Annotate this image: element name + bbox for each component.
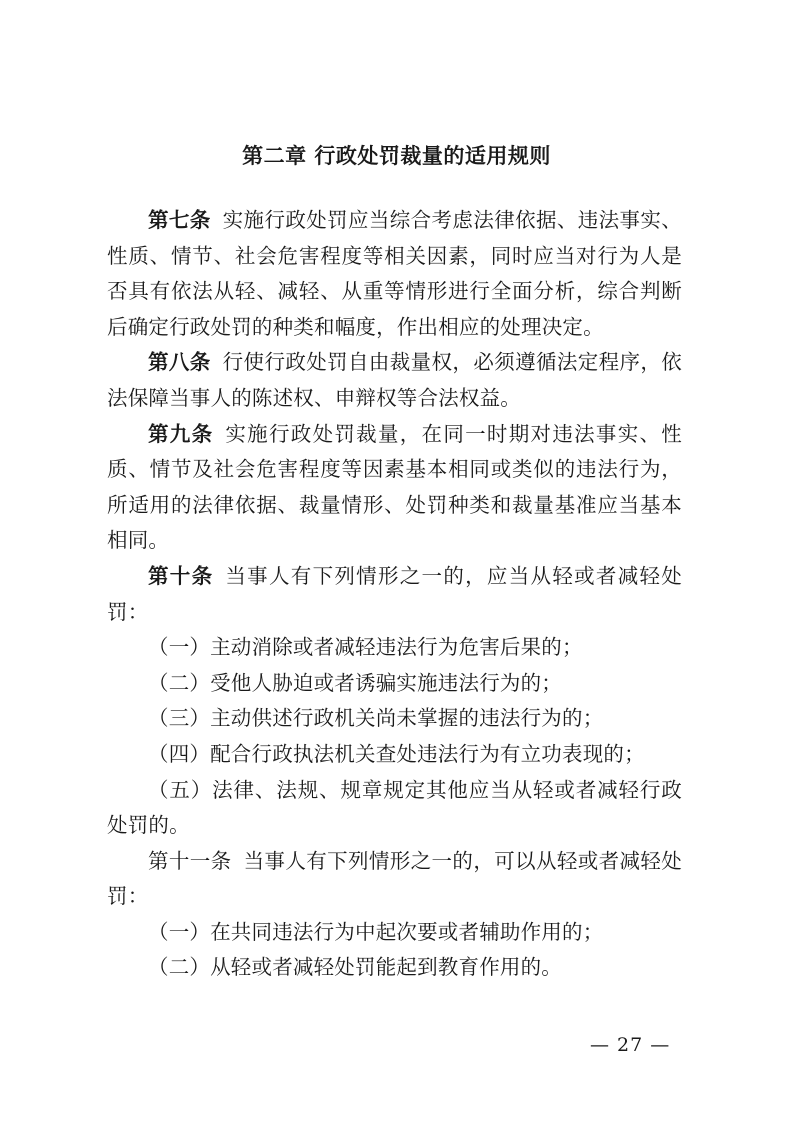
article-7 <box>107 203 682 345</box>
article-10-text: 当事人有下列情形之一的，应当从轻或者减轻处罚： <box>107 563 682 624</box>
article-11-label: 第十一条 <box>148 848 232 873</box>
document-body <box>107 203 682 986</box>
article-10-item-4: （四）配合行政执法机关查处违法行为有立功表现的； <box>148 741 645 766</box>
article-10-item-1: （一）主动消除或者减轻违法行为危害后果的； <box>148 635 583 660</box>
article-8-label: 第八条 <box>148 350 211 375</box>
article-9-text: 实施行政处罚裁量，在同一时期对违法事实、性质、情节及社会危害程度等因素基本相同或类似的违法行为，所适用的法律依据、裁量情形、处罚种类和裁量基准应当基本相同。 <box>107 421 682 553</box>
article-10-label: 第十条 <box>148 563 214 588</box>
article-7-label: 第七条 <box>148 208 211 232</box>
article-8 <box>107 345 682 416</box>
article-7-text: 实施行政处罚应当综合考虑法律依据、违法事实、性质、情节、社会危害程度等相关因素，同时应当对行为人是否具有依法从轻、减轻、从重等情形进行全面分析，综合判断后确定行政处罚的种类和幅度，作出相应的处理决定。 <box>107 208 682 339</box>
article-11 <box>107 844 682 915</box>
article-10 <box>107 559 682 630</box>
article-10-item-5: （五）法律、法规、规章规定其他应当从轻或者减轻行政处罚的。 <box>107 777 682 838</box>
article-11-item-2: （二）从轻或者减轻处罚能起到教育作用的。 <box>148 955 562 980</box>
article-11-item-1: （一）在共同违法行为中起次要或者辅助作用的； <box>148 919 604 944</box>
article-8-text: 行使行政处罚自由裁量权，必须遵循法定程序，依法保障当事人的陈述权、申辩权等合法权益。 <box>107 350 682 410</box>
article-9 <box>107 417 682 559</box>
article-11-text: 当事人有下列情形之一的，可以从轻或者减轻处罚： <box>107 848 682 909</box>
chapter-title: 第二章 行政处罚裁量的适用规则 <box>242 144 551 168</box>
article-10-item-3: （三）主动供述行政机关尚未掌握的违法行为的； <box>148 706 604 731</box>
article-9-label: 第九条 <box>148 421 214 446</box>
article-10-item-2: （二）受他人胁迫或者诱骗实施违法行为的； <box>148 670 562 695</box>
page-number: — 27 — <box>590 1034 671 1056</box>
